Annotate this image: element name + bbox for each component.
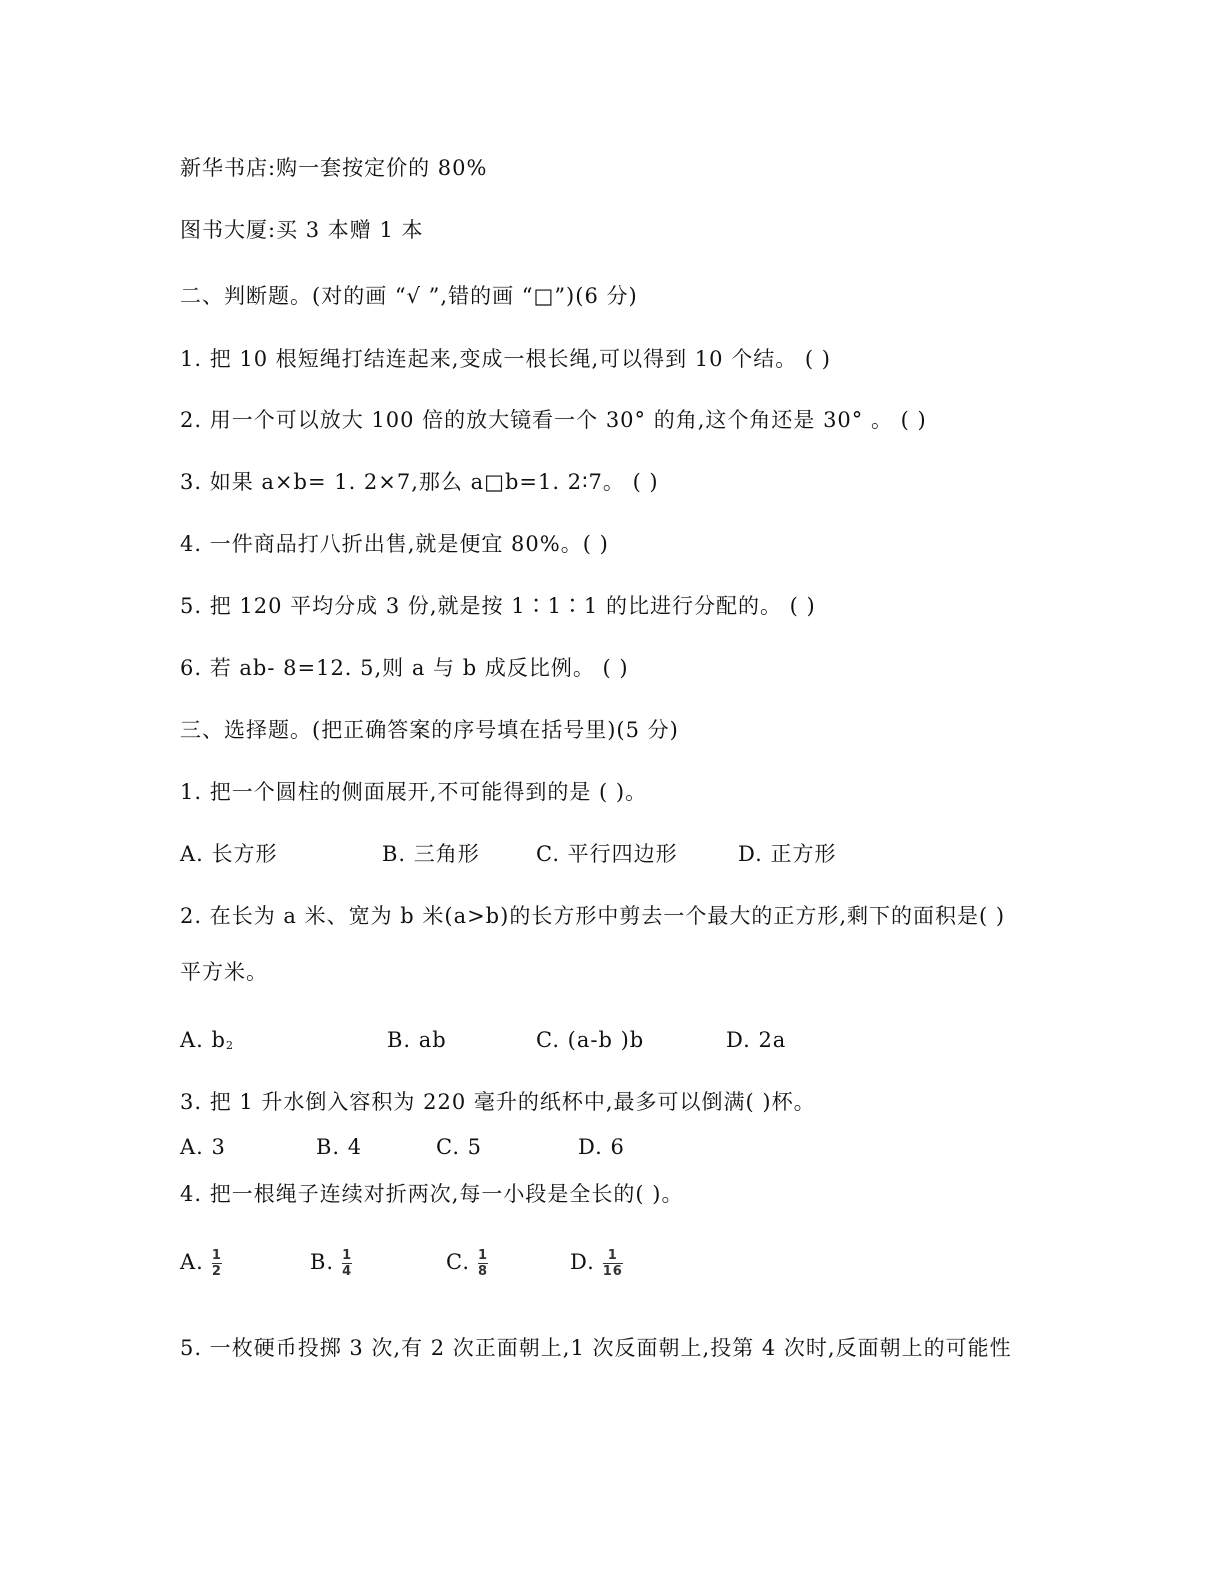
q3-stem: 3. 把 1 升水倒入容积为 220 毫升的纸杯中,最多可以倒满( )杯。 bbox=[180, 1090, 816, 1114]
fraction-denominator: 2 bbox=[211, 1264, 222, 1279]
q3-option-c: C. 5 bbox=[436, 1135, 483, 1159]
intro-line-2: 图书大厦:买 3 本赠 1 本 bbox=[180, 218, 424, 242]
q2-option-a bbox=[180, 1026, 234, 1060]
q4-option-c bbox=[446, 1248, 488, 1278]
fraction-numerator: 1 bbox=[211, 1248, 222, 1263]
section-2-title: 二、判断题。(对的画 “√ ”,错的画 “□”)(6 分) bbox=[180, 284, 638, 308]
q4-option-d-label: D. bbox=[570, 1250, 595, 1274]
q2-option-c: C. (a-b )b bbox=[536, 1028, 645, 1052]
fraction-numerator: 1 bbox=[607, 1248, 618, 1263]
q5-stem: 5. 一枚硬币投掷 3 次,有 2 次正面朝上,1 次反面朝上,投第 4 次时,反面朝上的可能性 bbox=[180, 1336, 1012, 1360]
q3-option-b: B. 4 bbox=[316, 1135, 363, 1159]
q4-option-b-fraction bbox=[342, 1249, 352, 1278]
judge-item-5: 5. 把 120 平均分成 3 份,就是按 1∶1∶1 的比进行分配的。 ( ) bbox=[180, 594, 816, 618]
q3-option-d: D. 6 bbox=[578, 1135, 625, 1159]
fraction-denominator: 16 bbox=[602, 1264, 623, 1279]
q2-option-b: B. ab bbox=[387, 1028, 447, 1052]
section-3-title: 三、选择题。(把正确答案的序号填在括号里)(5 分) bbox=[180, 718, 679, 742]
judge-item-1: 1. 把 10 根短绳打结连起来,变成一根长绳,可以得到 10 个结。 ( ) bbox=[180, 347, 831, 371]
q1-stem: 1. 把一个圆柱的侧面展开,不可能得到的是 ( )。 bbox=[180, 780, 648, 804]
judge-item-3: 3. 如果 a×b= 1. 2×7,那么 a□b=1. 2∶7。 ( ) bbox=[180, 470, 659, 494]
fraction-numerator: 1 bbox=[342, 1248, 353, 1263]
q4-option-c-label: C. bbox=[446, 1250, 470, 1274]
q4-option-a-fraction bbox=[212, 1249, 222, 1278]
fraction-numerator: 1 bbox=[478, 1248, 489, 1263]
q4-option-a-label: A. bbox=[180, 1250, 204, 1274]
q2-option-a-text: A. b bbox=[180, 1028, 226, 1052]
fraction-denominator: 4 bbox=[342, 1264, 353, 1279]
q4-option-d-fraction bbox=[603, 1249, 623, 1278]
q1-option-b: B. 三角形 bbox=[382, 842, 480, 866]
intro-line-1: 新华书店:购一套按定价的 80% bbox=[180, 156, 488, 180]
judge-item-6: 6. 若 ab- 8=12. 5,则 a 与 b 成反比例。 ( ) bbox=[180, 656, 629, 680]
judge-item-4: 4. 一件商品打八折出售,就是便宜 80%。( ) bbox=[180, 532, 609, 556]
q3-option-a: A. 3 bbox=[180, 1135, 226, 1159]
q4-option-c-fraction bbox=[478, 1249, 488, 1278]
fraction-denominator: 8 bbox=[478, 1264, 489, 1279]
judge-item-2: 2. 用一个可以放大 100 倍的放大镜看一个 30° 的角,这个角还是 30° 。 ( ) bbox=[180, 408, 927, 432]
q4-option-a bbox=[180, 1248, 222, 1278]
q2-option-d: D. 2a bbox=[726, 1028, 787, 1052]
q4-option-d bbox=[570, 1248, 623, 1278]
q1-option-c: C. 平行四边形 bbox=[536, 842, 678, 866]
q4-stem: 4. 把一根绳子连续对折两次,每一小段是全长的( )。 bbox=[180, 1182, 684, 1206]
q4-option-b-label: B. bbox=[310, 1250, 335, 1274]
q1-option-d: D. 正方形 bbox=[738, 842, 837, 866]
q2-stem-continued: 平方米。 bbox=[180, 960, 268, 984]
q4-option-b bbox=[310, 1248, 352, 1278]
q2-option-a-superscript: 2 bbox=[225, 1039, 234, 1052]
q2-stem: 2. 在长为 a 米、宽为 b 米(a>b)的长方形中剪去一个最大的正方形,剩下的面积是( ) bbox=[180, 904, 1006, 928]
q1-option-a: A. 长方形 bbox=[180, 842, 278, 866]
